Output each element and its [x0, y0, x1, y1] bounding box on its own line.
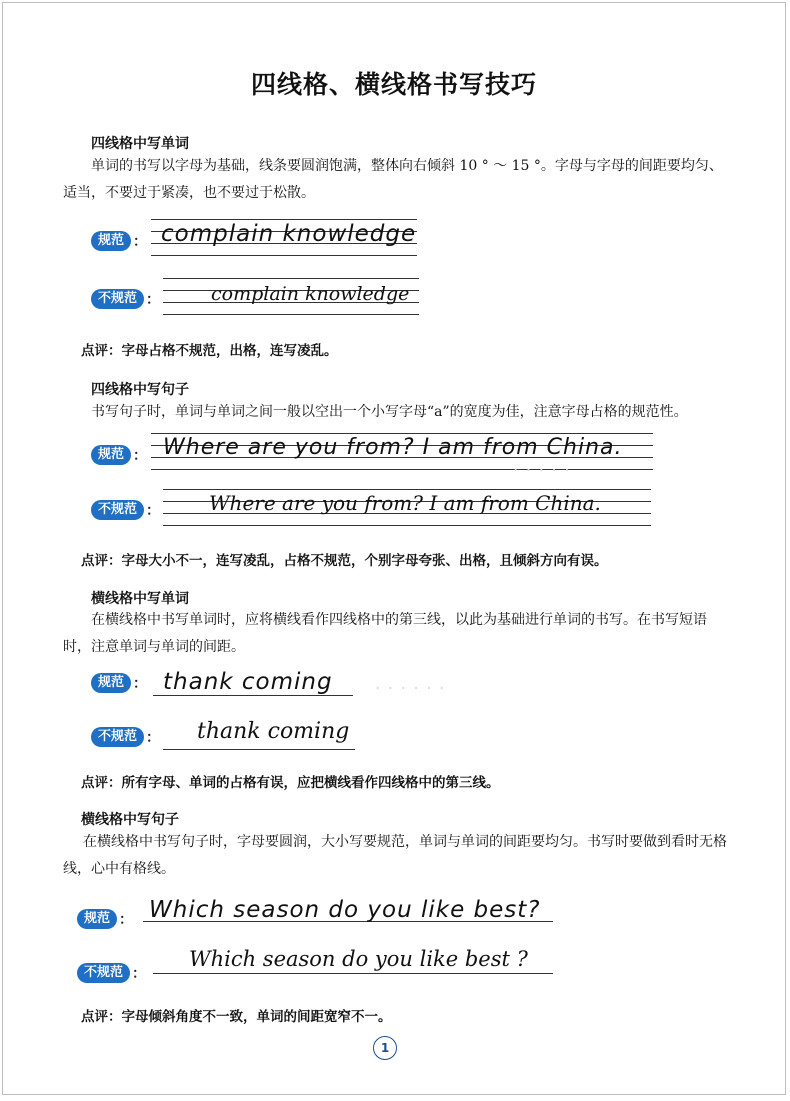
bad-example-label: 不规范 ： — [91, 500, 160, 520]
section-comment: 点评：字母大小不一，连写凌乱，占格不规范，个别字母夸张、出格，且倾斜方向有误。 — [81, 553, 608, 569]
section-paragraph: 单词的书写以字母为基础，线条要圆润饱满，整体向右倾斜 10 ° ～ 15 °。字母与字母的间距要均匀、适当，不要过于紧凑，也不要过于松散。 — [63, 158, 723, 201]
bad-handwriting: complain knowledge — [211, 283, 410, 305]
bad-example-label: 不规范 ： — [77, 963, 146, 983]
good-example-label: 规范 ： — [77, 909, 133, 929]
section-heading: 横线格中写单词 — [91, 591, 189, 607]
good-handwriting: Where are you from? I am from China. — [163, 435, 623, 460]
section-comment: 点评：字母倾斜角度不一致，单词的间距宽窄不一。 — [81, 1009, 392, 1025]
section-paragraph: 书写句子时，单词与单词之间一般以空出一个小写字母“a”的宽度为佳，注意字母占格的规范性。 — [91, 404, 688, 420]
good-badge: 规范 — [91, 231, 131, 251]
section-heading: 四线格中写单词 — [91, 136, 189, 152]
good-example-label: 规范 ： — [91, 445, 147, 465]
page-number: 1 — [373, 1036, 397, 1060]
good-badge: 规范 — [77, 909, 117, 929]
section-heading: 横线格中写句子 — [81, 812, 179, 828]
horizontal-line — [163, 749, 355, 750]
bad-handwriting: Which season do you like best ? — [189, 947, 528, 971]
section-heading: 四线格中写句子 — [91, 382, 189, 398]
bad-badge: 不规范 — [91, 727, 144, 747]
section-comment: 点评：字母占格不规范，出格，连写凌乱。 — [81, 343, 338, 359]
section-paragraph: 在横线格中书写句子时，字母要圆润，大小写要规范，单词与单词的间距要均匀。书写时要做到看时无格线，心中有格线。 — [63, 834, 727, 877]
bad-handwriting: Where are you from? I am from China. — [209, 491, 601, 515]
document-page — [2, 2, 786, 1095]
bad-handwriting: thank coming — [197, 719, 350, 744]
bad-badge: 不规范 — [91, 289, 144, 309]
good-handwriting: Which season do you like best? — [149, 897, 541, 923]
bleed-through-text: · · · · · — [513, 461, 571, 481]
good-badge: 规范 — [91, 673, 131, 693]
bleed-through-text: · · · · · · — [375, 679, 446, 699]
section-comment: 点评：所有字母、单词的占格有误，应把横线看作四线格中的第三线。 — [81, 775, 500, 791]
bad-example-label: 不规范 ： — [91, 289, 160, 309]
page-title: 四线格、横线格书写技巧 — [250, 70, 537, 99]
bad-example-label: 不规范 ： — [91, 727, 160, 747]
section-paragraph: 在横线格中书写单词时，应将横线看作四线格中的第三线，以此为基础进行单词的书写。在书写短语时，注意单词与单词的间距。 — [63, 612, 707, 655]
good-handwriting: complain knowledge — [161, 221, 417, 247]
bad-badge: 不规范 — [77, 963, 130, 983]
horizontal-line — [153, 973, 553, 974]
horizontal-line — [153, 695, 353, 696]
good-example-label: 规范 ： — [91, 231, 147, 251]
good-example-label: 规范 ： — [91, 673, 147, 693]
bad-badge: 不规范 — [91, 500, 144, 520]
good-badge: 规范 — [91, 445, 131, 465]
good-handwriting: thank coming — [163, 669, 333, 695]
